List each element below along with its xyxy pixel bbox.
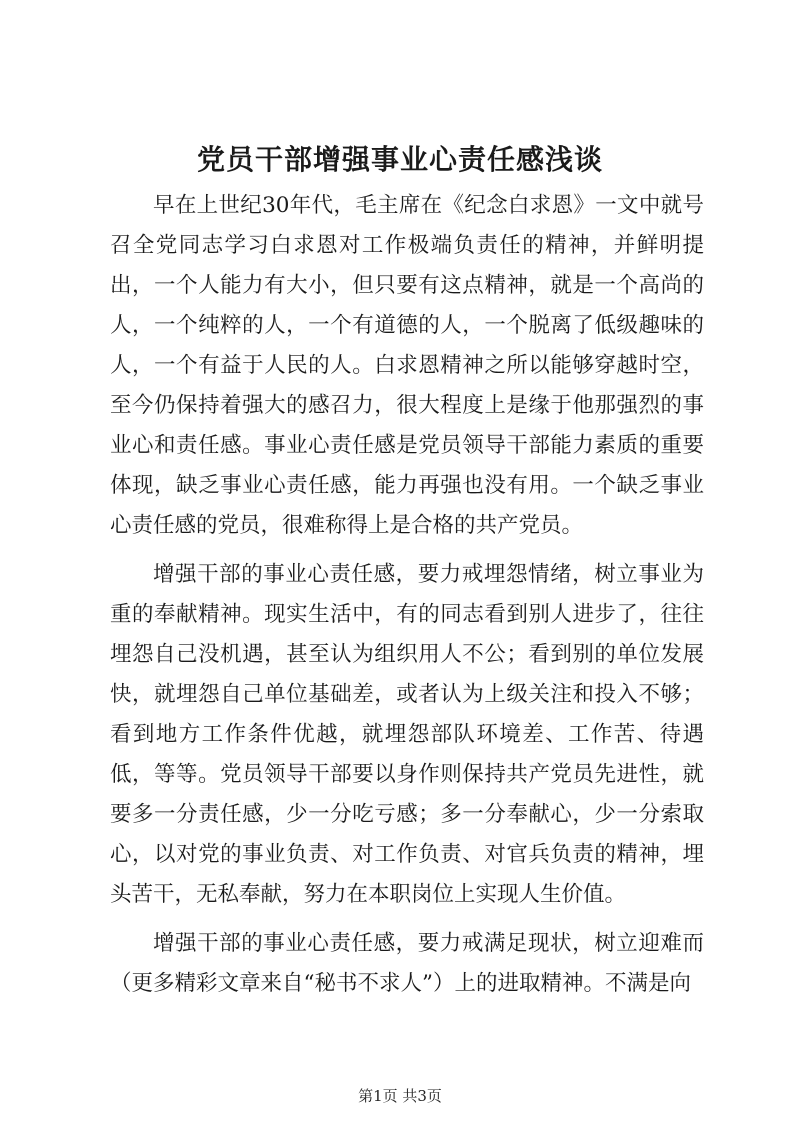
document-title: 党员干部增强事业心责任感浅谈 [196,143,603,176]
paragraph-1: 早在上世纪30年代，毛主席在《纪念白求恩》一文中就号召全党同志学习白求恩对工作极端负责任的精神，并鲜明提出，一个人能力有大小，但只要有这点精神，就是一个高尚的人，一个纯粹的人，一个有道德的人，一个脱离了低级趣味的人，一个有益于人民的人。白求恩精神之所以能够穿越时空，至今仍保持着强大的感召力，很大程度上是缘于他那强烈的事业心和责任感。事业心责任感是党员领导干部能力素质的重要体现，缺乏事业心责任感，能力再强也没有用。一个缺乏事业心责任感的党员，很难称得上是合格的共产党员。 [110,193,704,538]
paragraph-2: 增强干部的事业心责任感，要力戒埋怨情绪，树立事业为重的奉献精神。现实生活中，有的同志看到别人进步了，往往埋怨自己没机遇，甚至认为组织用人不公；看到别的单位发展快，就埋怨自己单位基础差，或者认为上级关注和投入不够；看到地方工作条件优越，就埋怨部队环境差、工作苦、待遇低，等等。党员领导干部要以身作则保持共产党员先进性，就要多一分责任感，少一分吃亏感；多一分奉献心，少一分索取心，以对党的事业负责、对工作负责、对官兵负责的精神，埋头苦干，无私奉献，努力在本职岗位上实现人生价值。 [110,562,704,907]
document-body [110,186,704,1013]
paragraph-3: 增强干部的事业心责任感，要力戒满足现状，树立迎难而（更多精彩文章来自“秘书不求人”）上的进取精神。不满是向 [110,931,704,996]
page-footer: 第1页 共3页 [358,1087,442,1105]
